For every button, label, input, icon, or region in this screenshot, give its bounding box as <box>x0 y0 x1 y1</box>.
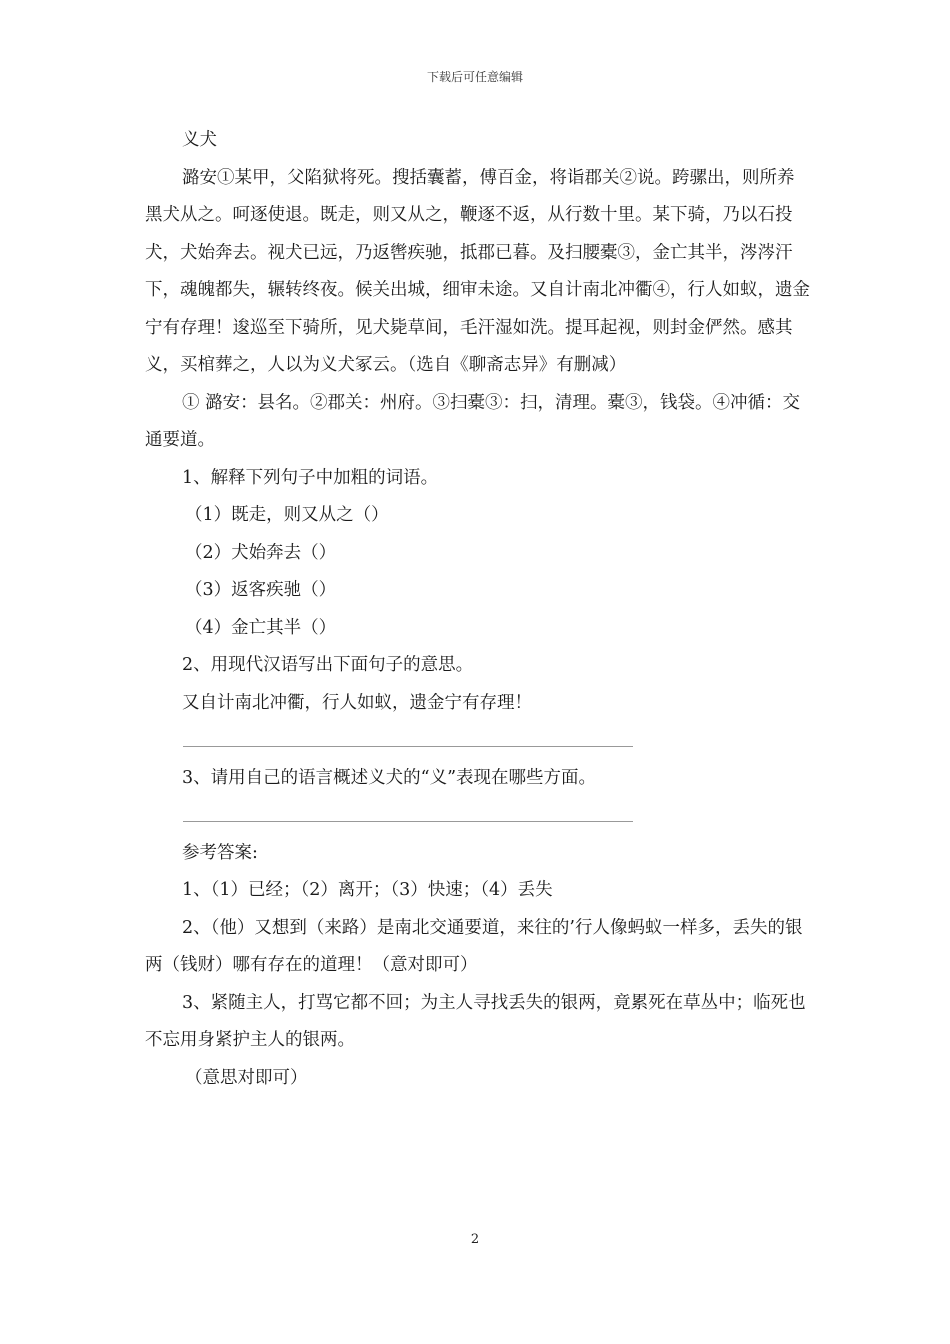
answer-2: 2、（他）又想到（来路）是南北交通要道，来往的’行人像蚂蚁一样多，丢失的银两（钱财）哪有存在的道理！（意对即可） <box>145 917 803 975</box>
page-header-note: 下载后可任意编辑 <box>426 70 523 84</box>
answer-line <box>145 722 810 760</box>
document-body <box>145 122 810 1097</box>
question-1-item: （3）返客疾驰（） <box>185 580 337 600</box>
question-1: 1、解释下列句子中加粗的词语。 <box>182 467 439 488</box>
question-1-item: （2）犬始奔去（） <box>185 542 337 563</box>
answer-3: 3、紧随主人，打骂它都不回；为主人寻找丢失的银两，竟累死在草丛中；临死也不忘用身紧护主人的银两。 <box>145 992 806 1050</box>
question-2: 2、用现代汉语写出下面句子的意思。 <box>182 655 474 675</box>
story-paragraph: 潞安①某甲，父陷狱将死。搜括囊蓄，傅百金，将诣郡关②说。跨骡出，则所养黑犬从之。呵逐使退。既走，则又从之，鞭逐不返，从行数十里。某下骑，乃以石投犬，犬始奔去。视犬已远，乃返辔疾驰，抵郡已暮。及扫腰橐③，金亡其半，涔涔汗下，魂魄都失，辗转终夜。候关出城，细审未途。又自计南北冲衢④，行人如蚁，遗金宁有存理！逡巡至下骑所，见犬毙草间，毛汗湿如洗。提耳起视，则封金俨然。感其义，买棺葬之，人以为义犬冢云。（选自《聊斋志异》有删减） <box>145 167 810 375</box>
footnotes: ① 潞安：县名。②郡关：州府。③扫橐③：扫，清理。橐③，钱袋。④冲循：交通要道。 <box>145 392 801 450</box>
answer-3-note: （意思对即可） <box>185 1067 308 1088</box>
article-title: 义犬 <box>182 130 217 150</box>
question-1-item: （4）金亡其半（） <box>185 617 337 638</box>
answer-1: 1、（1）已经；（2）离开；（3）快速；（4）丢失 <box>182 880 553 900</box>
answers-heading: 参考答案: <box>182 842 258 863</box>
page-number: 2 <box>470 1232 480 1247</box>
answer-line <box>145 797 810 835</box>
question-1-item: （1）既走，则又从之（） <box>185 505 389 525</box>
question-2-sentence: 又自计南北冲衢，行人如蚁，遗金宁有存理！ <box>182 692 532 713</box>
question-3: 3、请用自己的语言概述义犬的“义”表现在哪些方面。 <box>182 767 597 788</box>
